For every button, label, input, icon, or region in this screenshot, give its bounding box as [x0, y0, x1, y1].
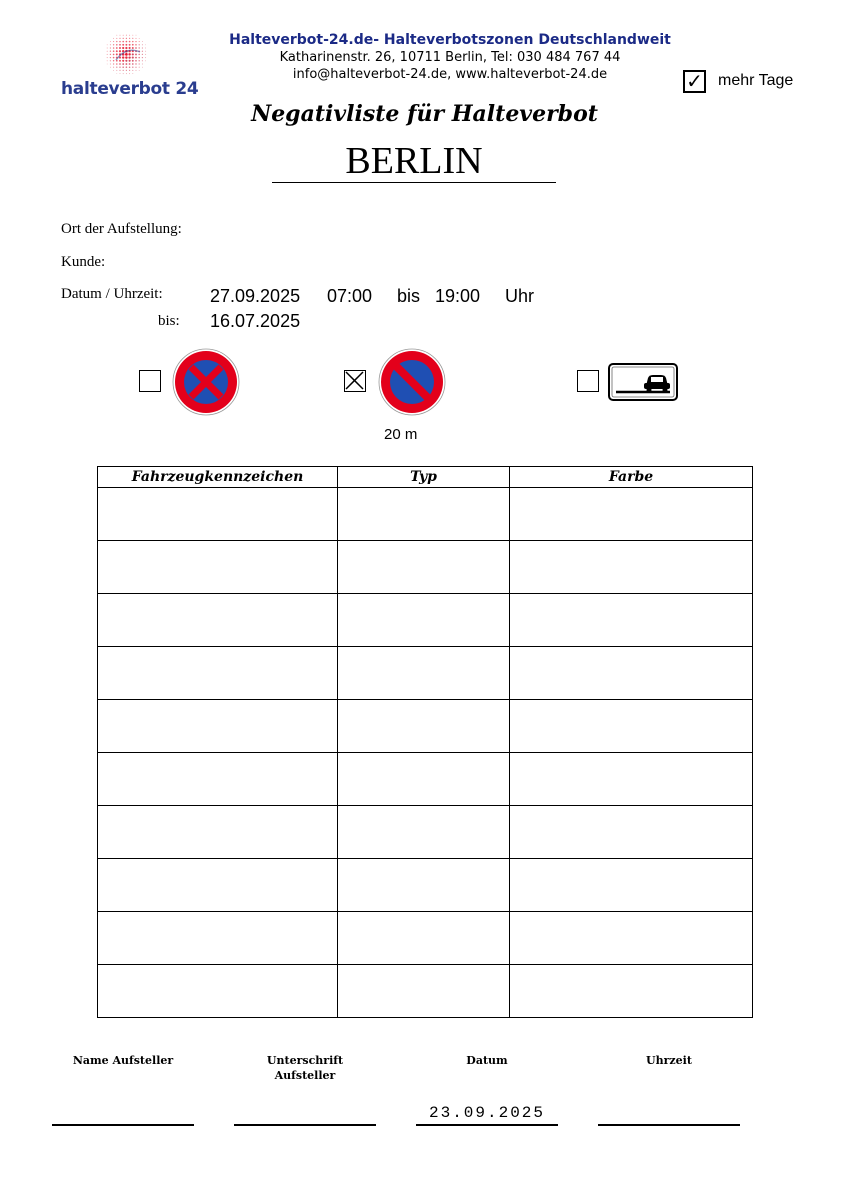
datum-value[interactable]: 27.09.2025 — [210, 286, 301, 306]
company-contact: info@halteverbot-24.de, www.halteverbot-24.de — [292, 67, 608, 82]
date-line[interactable] — [416, 1124, 558, 1126]
kennzeichen-cell[interactable] — [98, 806, 338, 859]
signature-line[interactable] — [234, 1124, 376, 1126]
document-title: Negativliste für Halteverbot — [251, 101, 598, 127]
footer-date-value[interactable]: 23.09.2025 — [428, 1104, 545, 1122]
kennzeichen-cell[interactable] — [98, 541, 338, 594]
time-from-value[interactable]: 07:00 — [327, 286, 373, 306]
footer-name-label: Name Aufsteller — [72, 1054, 174, 1067]
table-row — [98, 965, 753, 1018]
vehicle-table — [97, 466, 753, 1018]
kennzeichen-cell[interactable] — [98, 965, 338, 1018]
absolute-no-stopping-checkbox[interactable] — [139, 370, 161, 392]
farbe-cell[interactable] — [510, 594, 753, 647]
table-row — [98, 700, 753, 753]
restricted-no-stopping-checkbox[interactable] — [344, 370, 366, 392]
farbe-cell[interactable] — [510, 965, 753, 1018]
farbe-cell[interactable] — [510, 647, 753, 700]
typ-cell[interactable] — [338, 488, 510, 541]
kennzeichen-cell[interactable] — [98, 700, 338, 753]
farbe-cell[interactable] — [510, 806, 753, 859]
table-row — [98, 806, 753, 859]
typ-cell[interactable] — [338, 700, 510, 753]
time-line[interactable] — [598, 1124, 740, 1126]
ort-label: Ort der Aufstellung: — [61, 221, 182, 237]
absolute-no-stopping-sign-icon — [172, 348, 240, 416]
name-signature-line[interactable] — [52, 1124, 194, 1126]
typ-cell[interactable] — [338, 806, 510, 859]
farbe-cell[interactable] — [510, 488, 753, 541]
farbe-cell[interactable] — [510, 859, 753, 912]
car-supplementary-sign-icon — [608, 363, 678, 401]
kennzeichen-cell[interactable] — [98, 859, 338, 912]
typ-cell[interactable] — [338, 965, 510, 1018]
typ-cell[interactable] — [338, 753, 510, 806]
company-address: Katharinenstr. 26, 10711 Berlin, Tel: 030 484 767 44 — [279, 50, 621, 65]
footer-signature-label-line1: Unterschrift — [266, 1054, 344, 1067]
column-header-kennzeichen: Fahrzeugkennzeichen — [98, 467, 338, 488]
footer-signature-label — [234, 1053, 376, 1083]
farbe-cell[interactable] — [510, 753, 753, 806]
zone-length: 20 m — [384, 426, 418, 443]
bis-label: bis: — [158, 313, 180, 329]
farbe-cell[interactable] — [510, 700, 753, 753]
typ-cell[interactable] — [338, 541, 510, 594]
table-row — [98, 647, 753, 700]
datum-label: Datum / Uhrzeit: — [61, 286, 163, 302]
table-row — [98, 859, 753, 912]
mehr-tage-checkbox[interactable]: ✓ — [683, 70, 706, 93]
column-header-typ: Typ — [338, 467, 510, 488]
footer-date-label: Datum — [466, 1054, 508, 1067]
halteverbot-logo-icon — [102, 30, 150, 78]
kennzeichen-cell[interactable] — [98, 753, 338, 806]
car-sign-checkbox[interactable] — [577, 370, 599, 392]
column-header-farbe: Farbe — [510, 467, 753, 488]
table-row — [98, 541, 753, 594]
typ-cell[interactable] — [338, 647, 510, 700]
typ-cell[interactable] — [338, 859, 510, 912]
footer-signature-label-line2: Aufsteller — [274, 1069, 336, 1082]
typ-cell[interactable] — [338, 912, 510, 965]
table-row — [98, 594, 753, 647]
footer-time-label: Uhrzeit — [646, 1054, 692, 1067]
kennzeichen-cell[interactable] — [98, 647, 338, 700]
restricted-no-stopping-sign-icon — [378, 348, 446, 416]
kunde-label: Kunde: — [61, 254, 106, 270]
farbe-cell[interactable] — [510, 541, 753, 594]
logo-text: halteverbot 24 — [61, 79, 199, 99]
kennzeichen-cell[interactable] — [98, 594, 338, 647]
uhr-word: Uhr — [505, 286, 535, 306]
table-row — [98, 912, 753, 965]
time-to-value[interactable]: 19:00 — [435, 286, 481, 306]
farbe-cell[interactable] — [510, 912, 753, 965]
bis-date-value[interactable]: 16.07.2025 — [210, 311, 301, 331]
city-field[interactable]: BERLIN — [272, 140, 556, 183]
company-name: Halteverbot-24.de- Halteverbotszonen Deutschlandweit — [229, 32, 671, 48]
bis-word: bis — [397, 286, 421, 306]
table-row — [98, 753, 753, 806]
table-row — [98, 488, 753, 541]
checkbox-cross-icon — [345, 371, 364, 390]
typ-cell[interactable] — [338, 594, 510, 647]
mehr-tage-label: mehr Tage — [718, 72, 794, 89]
kennzeichen-cell[interactable] — [98, 488, 338, 541]
kennzeichen-cell[interactable] — [98, 912, 338, 965]
